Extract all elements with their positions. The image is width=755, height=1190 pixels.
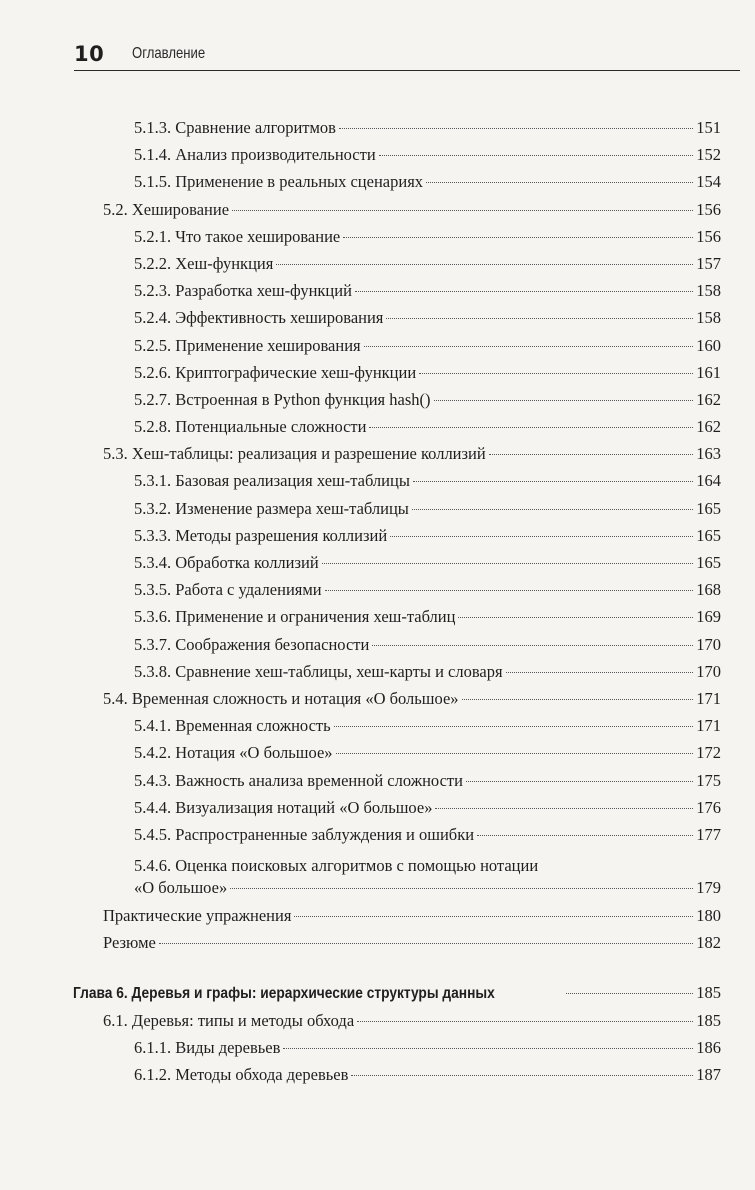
toc-entry-title: 5.1.3. Сравнение алгоритмов	[134, 118, 336, 137]
toc-entry-title: 5.3.2. Изменение размера хеш-таблицы	[134, 499, 409, 518]
toc-entry-title: Глава 6. Деревья и графы: иерархические структуры данных	[73, 985, 495, 1002]
toc-chapter-entry[interactable]	[73, 982, 721, 1005]
toc-entry[interactable]	[103, 932, 721, 954]
dot-leader	[566, 993, 693, 994]
toc-entry[interactable]	[134, 797, 721, 819]
toc-entry-page: 162	[696, 417, 721, 436]
toc-entry[interactable]	[134, 498, 721, 520]
toc-entry-page: 164	[696, 471, 721, 490]
toc-entry-title: 5.4. Временная сложность и нотация «О большое»	[103, 689, 459, 708]
dot-leader	[322, 563, 694, 564]
dot-leader	[413, 481, 693, 482]
toc-entry-page: 171	[696, 716, 721, 735]
dot-leader	[489, 454, 694, 455]
toc-entry-page: 156	[696, 200, 721, 219]
toc-entry-page: 163	[696, 444, 721, 463]
dot-leader	[426, 182, 693, 183]
toc-entry-page: 187	[696, 1065, 721, 1084]
dot-leader	[325, 590, 694, 591]
toc-entry[interactable]	[134, 634, 721, 656]
dot-leader	[379, 155, 694, 156]
toc-entry-page: 171	[696, 689, 721, 708]
toc-entry-title: 5.3.4. Обработка коллизий	[134, 553, 319, 572]
dot-leader	[334, 726, 694, 727]
toc-entry-title: 5.2.6. Криптографические хеш-функции	[134, 363, 417, 382]
toc-entry-page: 175	[696, 771, 721, 790]
toc-entry[interactable]	[103, 199, 721, 221]
toc-entry-page: 179	[696, 878, 721, 897]
toc-entry[interactable]	[103, 688, 721, 710]
toc-entry[interactable]	[134, 470, 721, 492]
toc-entry-title: Резюме	[103, 933, 156, 952]
dot-leader	[434, 400, 694, 401]
toc-entry-title: 5.4.2. Нотация «О большое»	[134, 743, 333, 762]
dot-leader	[276, 264, 693, 265]
toc-entry-page: 170	[696, 662, 721, 681]
toc-entry-title: 5.2.4. Эффективность хеширования	[134, 308, 384, 327]
toc-entry-page: 182	[696, 933, 721, 952]
dot-leader	[390, 536, 693, 537]
dot-leader	[506, 672, 694, 673]
toc-entry-title: «О большое»	[134, 878, 228, 897]
toc-entry[interactable]	[134, 742, 721, 764]
toc-entry[interactable]	[134, 389, 721, 411]
dot-leader	[357, 1021, 693, 1022]
toc-entry-title: Практические упражнения	[103, 906, 292, 925]
dot-leader	[386, 318, 693, 319]
toc-entry-page: 185	[696, 983, 721, 1002]
toc-entry[interactable]	[134, 171, 721, 193]
toc-entry-title: 5.3.8. Сравнение хеш-таблицы, хеш-карты и словаря	[134, 662, 503, 681]
dot-leader	[343, 237, 693, 238]
toc-entry-title: 5.4.3. Важность анализа временной сложности	[134, 771, 463, 790]
toc-entry-page: 177	[696, 825, 721, 844]
toc-entry-title: 5.2.5. Применение хеширования	[134, 336, 361, 355]
toc-entry-page: 157	[696, 254, 721, 273]
dot-leader	[283, 1048, 693, 1049]
dot-leader	[294, 916, 693, 917]
toc-entry-title: 5.3.5. Работа с удалениями	[134, 580, 322, 599]
toc-entry[interactable]	[134, 606, 721, 628]
dot-leader	[369, 427, 693, 428]
toc-entry[interactable]	[134, 117, 721, 139]
dot-leader	[462, 699, 694, 700]
toc-entry-page: 168	[696, 580, 721, 599]
toc-entry-page: 161	[696, 363, 721, 382]
dot-leader	[466, 781, 693, 782]
toc-entry-title: 5.2.8. Потенциальные сложности	[134, 417, 367, 436]
toc-entry[interactable]	[134, 552, 721, 574]
toc-entry-title: 5.2.7. Встроенная в Python функция hash()	[134, 390, 431, 409]
toc-entry[interactable]	[134, 855, 721, 899]
toc-entry-page: 151	[696, 118, 721, 137]
toc-entry-page: 160	[696, 336, 721, 355]
toc-entry[interactable]	[134, 1037, 721, 1059]
toc-entry-page: 156	[696, 227, 721, 246]
toc-entry-title: 5.1.5. Применение в реальных сценариях	[134, 172, 424, 191]
dot-leader	[419, 373, 693, 374]
dot-leader	[339, 128, 693, 129]
dot-leader	[351, 1075, 693, 1076]
toc-entry[interactable]	[134, 579, 721, 601]
toc-entry-title: 5.2.2. Хеш-функция	[134, 254, 274, 273]
toc-entry[interactable]	[103, 1010, 721, 1032]
toc-entry[interactable]	[134, 416, 721, 438]
toc-entry-page: 185	[696, 1011, 721, 1030]
toc-entry-page: 154	[696, 172, 721, 191]
toc-entry[interactable]	[134, 661, 721, 683]
toc-entry-page: 165	[696, 499, 721, 518]
toc-entry[interactable]	[134, 715, 721, 737]
toc-entry-title: 5.4.1. Временная сложность	[134, 716, 331, 735]
toc-entry[interactable]	[134, 253, 721, 275]
toc-entry-page: 152	[696, 145, 721, 164]
toc-entry[interactable]	[134, 362, 721, 384]
dot-leader	[336, 753, 694, 754]
toc-entry-page: 169	[696, 607, 721, 626]
toc-entry-page: 180	[696, 906, 721, 925]
toc-entry-title: 5.3.7. Соображения безопасности	[134, 635, 370, 654]
dot-leader	[372, 645, 693, 646]
toc-entry[interactable]	[134, 280, 721, 302]
toc-entry-page: 162	[696, 390, 721, 409]
toc-entry-title: 5.4.4. Визуализация нотаций «О большое»	[134, 798, 433, 817]
toc-entry-page: 170	[696, 635, 721, 654]
toc-entry-page: 165	[696, 526, 721, 545]
dot-leader	[364, 346, 694, 347]
toc-entry-page: 186	[696, 1038, 721, 1057]
toc-entry-page: 158	[696, 308, 721, 327]
dot-leader	[232, 210, 693, 211]
dot-leader	[435, 808, 693, 809]
dot-leader	[159, 943, 693, 944]
toc-entry[interactable]	[103, 443, 721, 465]
toc-entry-title: 5.2.3. Разработка хеш-функций	[134, 281, 352, 300]
toc-entry-title: 6.1.1. Виды деревьев	[134, 1038, 281, 1057]
toc-entry[interactable]	[134, 226, 721, 248]
page-number: 10	[74, 42, 105, 66]
toc-entry-title: 5.3.6. Применение и ограничения хеш-таблиц	[134, 607, 456, 626]
dot-leader	[458, 617, 693, 618]
toc-entry-title: 5.3.1. Базовая реализация хеш-таблицы	[134, 471, 410, 490]
page-header	[74, 40, 740, 71]
toc-entry[interactable]	[134, 307, 721, 329]
toc-entry-title: 6.1. Деревья: типы и методы обхода	[103, 1011, 355, 1030]
toc-entry-title: 5.3.3. Методы разрешения коллизий	[134, 526, 388, 545]
dot-leader	[230, 888, 693, 889]
dot-leader	[412, 509, 693, 510]
toc-entry-title: 5.4.5. Распространенные заблуждения и ошибки	[134, 825, 475, 844]
running-title: Оглавление	[132, 45, 206, 62]
toc-entry-title: 5.1.4. Анализ производительности	[134, 145, 376, 164]
toc-entry-title: 5.2.1. Что такое хеширование	[134, 227, 341, 246]
toc-entry[interactable]	[134, 770, 721, 792]
dot-leader	[355, 291, 693, 292]
dot-leader	[477, 835, 693, 836]
toc-entry-title: 5.3. Хеш-таблицы: реализация и разрешение коллизий	[103, 444, 486, 463]
toc-entry[interactable]	[134, 144, 721, 166]
toc-entry-page: 158	[696, 281, 721, 300]
toc-entry[interactable]	[134, 1064, 721, 1086]
toc-entry-page: 165	[696, 553, 721, 572]
toc-entry-page: 176	[696, 798, 721, 817]
toc-entry[interactable]	[134, 824, 721, 846]
toc-entry[interactable]	[134, 335, 721, 357]
toc-entry-page: 172	[696, 743, 721, 762]
toc-entry-title-line1: 5.4.6. Оценка поисковых алгоритмов с помощью нотации	[134, 856, 539, 875]
toc-entry-title: 6.1.2. Методы обхода деревьев	[134, 1065, 349, 1084]
toc-entry[interactable]	[134, 525, 721, 547]
toc-entry-title: 5.2. Хеширование	[103, 200, 230, 219]
toc-entry[interactable]	[103, 905, 721, 927]
